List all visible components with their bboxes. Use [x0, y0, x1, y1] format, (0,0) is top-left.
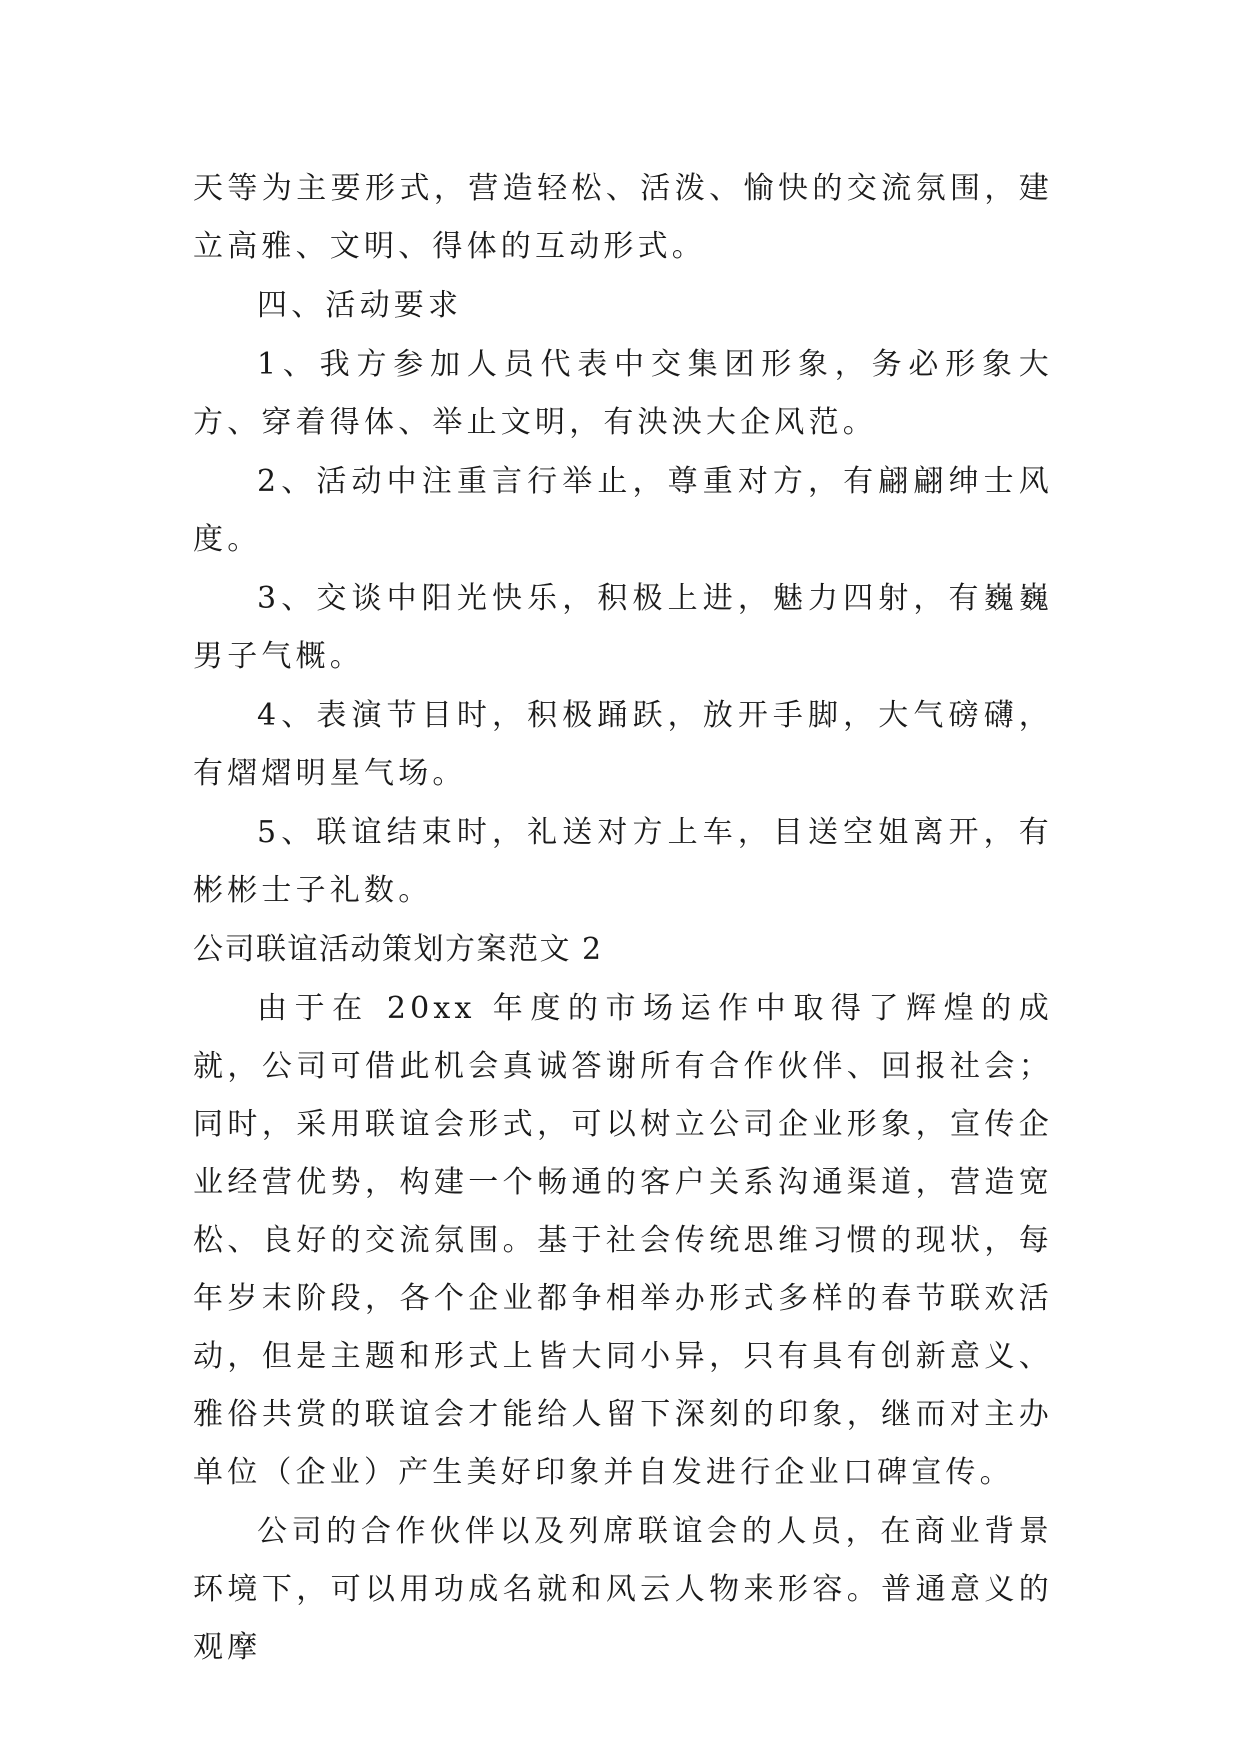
requirement-item-2: 2、活动中注重言行举止，尊重对方，有翩翩绅士风度。 — [193, 464, 1053, 557]
section-heading-activity-requirements: 四、活动要求 — [257, 288, 463, 323]
requirement-item-3: 3、交谈中阳光快乐，积极上进，魅力四射，有巍巍男子气概。 — [193, 581, 1053, 674]
paragraph-background: 由于在 20xx 年度的市场运作中取得了辉煌的成就，公司可借此机会真诚答谢所有合作伙伴、回报社会；同时，采用联谊会形式，可以树立公司企业形象，宣传企业经营优势，构建一个畅通的客户关系沟通渠道，营造宽松、良好的交流氛围。基于社会传统思维习惯的现状，每年岁末阶段，各个企业都争相举办形式多样的春节联欢活动，但是主题和形式上皆大同小异，只有具有创新意义、雅俗共赏的联谊会才能给人留下深刻的印象，继而对主办单位（企业）产生美好印象并自发进行企业口碑宣传。 — [193, 991, 1053, 1490]
document-section-title: 公司联谊活动策划方案范文 2 — [193, 932, 603, 967]
requirement-item-5: 5、联谊结束时，礼送对方上车，目送空姐离开，有彬彬士子礼数。 — [193, 815, 1053, 908]
document-body — [193, 160, 1053, 1678]
requirement-item-4: 4、表演节目时，积极踊跃，放开手脚，大气磅礴，有熠熠明星气场。 — [193, 698, 1053, 791]
paragraph-intro-continuation: 天等为主要形式，营造轻松、活泼、愉快的交流氛围，建立高雅、文明、得体的互动形式。 — [193, 171, 1053, 264]
paragraph-partners: 公司的合作伙伴以及列席联谊会的人员，在商业背景环境下，可以用功成名就和风云人物来形容。普通意义的观摩 — [193, 1514, 1053, 1665]
requirement-item-1: 1、我方参加人员代表中交集团形象，务必形象大方、穿着得体、举止文明，有泱泱大企风范。 — [193, 347, 1053, 440]
